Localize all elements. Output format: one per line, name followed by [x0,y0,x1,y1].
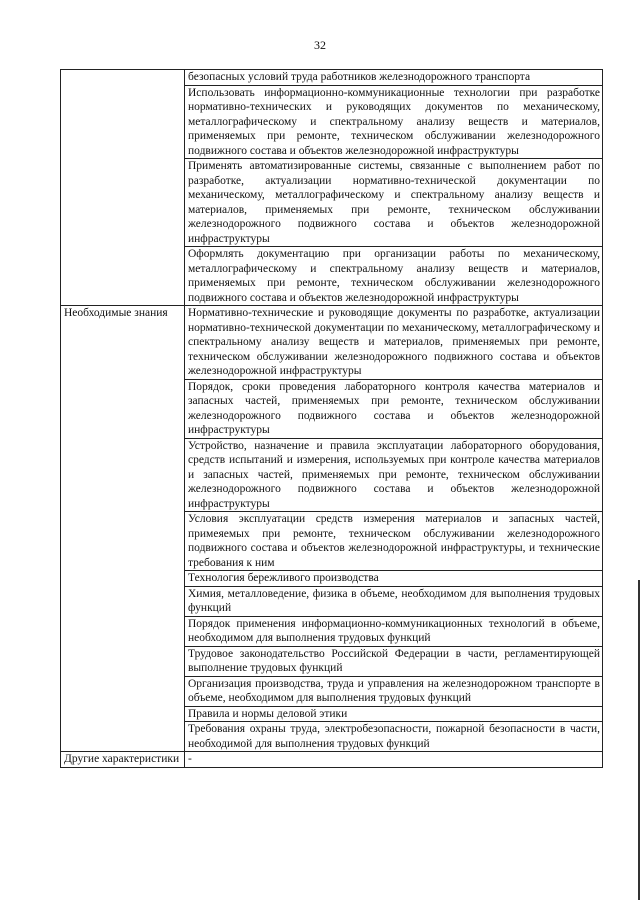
other-characteristics-value: - [185,752,603,768]
skill-item: Применять автоматизированные системы, связанные с выполнением работ по разработке, актуализации нормативно-технической документации по механическому, металлографическому и спектральному анализу веществ и материалов, применяемых при ремонте, техническом обслуживании железнодорожного подвижного состава и объектов железнодорожной инфраструктуры [185,159,603,247]
page-number: 32 [314,38,326,52]
label-cell-empty [61,70,185,306]
knowledge-item: Устройство, назначение и правила эксплуатации лабораторного оборудования, средств испытаний и измерения, используемых при контроле качества материалов и запасных частей, применяемых при ремонте, техническом обслуживании железнодорожного подвижного состава и объектов железнодорожной инфраструктуры [185,438,603,512]
requirements-table [60,69,603,768]
table-row [61,70,603,86]
knowledge-item: Нормативно-технические и руководящие документы по разработке, актуализации нормативно-технической документации по механическому, металлографическому и спектральному анализу веществ и материалов, применяемых при ремонте, техническом обслуживании железнодорожного подвижного состава и объектов железнодорожной инфраструктуры [185,306,603,380]
knowledge-item: Трудовое законодательство Российской Федерации в части, регламентирующей выполнение трудовых функций [185,646,603,676]
knowledge-item: Порядок, сроки проведения лабораторного контроля качества материалов и запасных частей, применяемых при ремонте, техническом обслуживании железнодорожного подвижного состава и объектов железнодорожной инфраструктуры [185,379,603,438]
table-row [61,752,603,768]
table-row [61,306,603,380]
skill-item: безопасных условий труда работников железнодорожного транспорта [185,70,603,86]
knowledge-item: Химия, металловедение, физика в объеме, необходимом для выполнения трудовых функций [185,586,603,616]
knowledge-item: Организация производства, труда и управления на железнодорожном транспорте в объеме, необходимом для выполнения трудовых функций [185,676,603,706]
knowledge-item: Условия эксплуатации средств измерения материалов и запасных частей, примеяемых при ремонте, техническом обслуживании железнодорожного подвижного состава и объектов железнодорожной инфраструктуры, и технические требования к ним [185,512,603,571]
knowledge-item: Порядок применения информационно-коммуникационных технологий в объеме, необходимом для выполнения трудовых функций [185,616,603,646]
skill-item: Использовать информационно-коммуникационные технологии при разработке нормативно-технических и руководящих документов по механическому, металлографическому и спектральному анализу веществ и материалов, применяемых при ремонте, техническом обслуживании железнодорожного подвижного состава и объектов железнодорожной инфраструктуры [185,85,603,159]
knowledge-item: Требования охраны труда, электробезопасности, пожарной безопасности в части, необходимой для выполнения трудовых функций [185,722,603,752]
skill-item: Оформлять документацию при организации работы по механическому, металлографическому и спектральному анализу веществ и материалов, применяемых при ремонте, техническом обслуживании железнодорожного подвижного состава и объектов железнодорожной инфраструктуры [185,247,603,306]
other-characteristics-label: Другие характеристики [61,752,185,768]
knowledge-label: Необходимые знания [61,306,185,752]
knowledge-item: Правила и нормы деловой этики [185,706,603,722]
knowledge-item: Технология бережливого производства [185,571,603,587]
